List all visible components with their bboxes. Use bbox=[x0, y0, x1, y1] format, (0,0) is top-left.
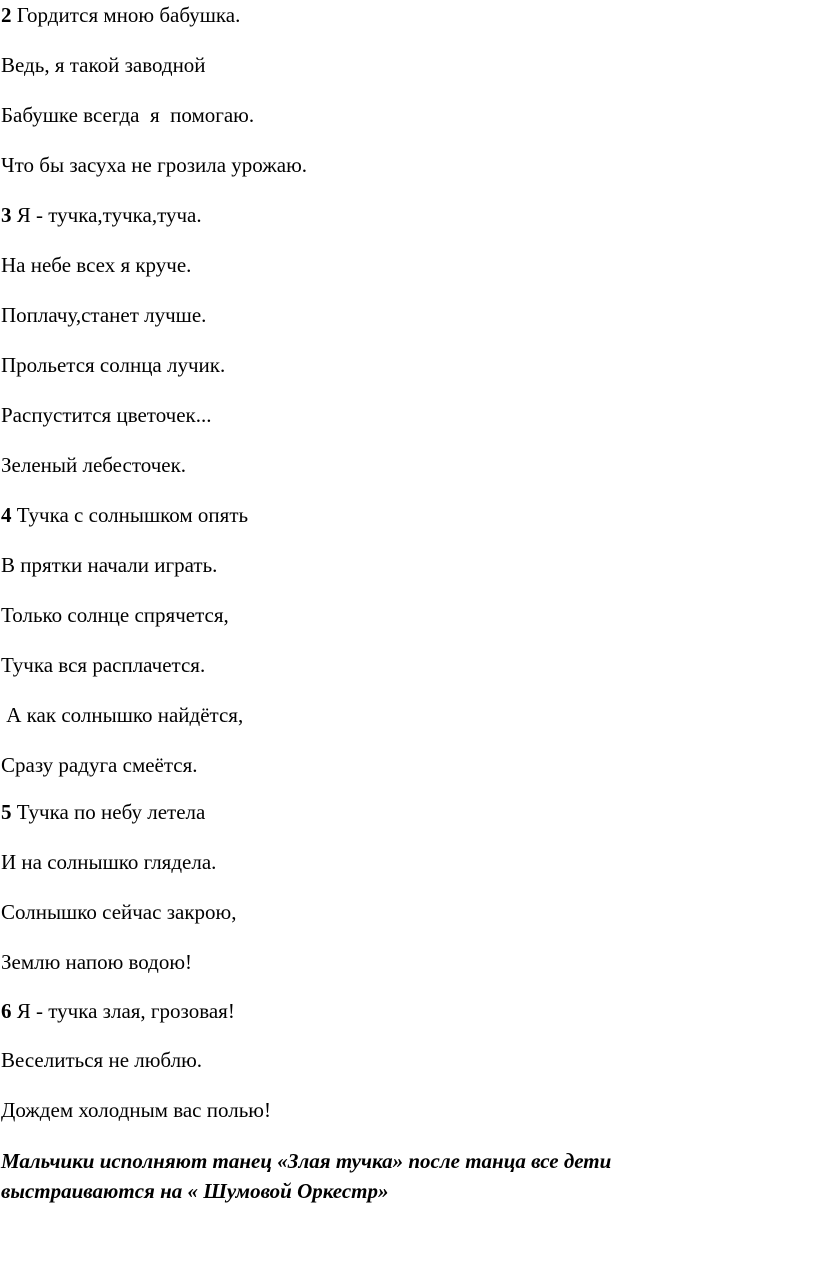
verse-text: И на солнышко глядела. bbox=[1, 850, 217, 874]
verse-text: Тучка вся расплачется. bbox=[1, 653, 206, 677]
verse-text: Сразу радуга смеётся. bbox=[1, 753, 198, 777]
verse-number: 2 bbox=[1, 3, 12, 27]
verse-text: Только солнце спрячется, bbox=[1, 603, 229, 627]
verse-text: Прольется солнца лучик. bbox=[1, 353, 226, 377]
verse-line bbox=[1, 252, 191, 278]
verse-text: На небе всех я круче. bbox=[1, 253, 192, 277]
verse-line bbox=[1, 1097, 271, 1123]
verse-text: Веселиться не люблю. bbox=[1, 1048, 203, 1072]
verse-text: Солнышко сейчас закрою, bbox=[1, 900, 237, 924]
verse-text: Что бы засуха не грозила урожаю. bbox=[1, 153, 308, 177]
verse-line bbox=[1, 702, 243, 728]
verse-text: Я - тучка,тучка,туча. bbox=[11, 203, 202, 227]
verse-line bbox=[1, 998, 235, 1024]
verse-line bbox=[1, 2, 240, 28]
verse-line bbox=[1, 102, 254, 128]
verse-line bbox=[1, 202, 202, 228]
verse-line bbox=[1, 502, 248, 528]
verse-text: Поплачу,станет лучше. bbox=[1, 303, 207, 327]
verse-line bbox=[1, 1047, 202, 1073]
verse-line bbox=[1, 849, 216, 875]
verse-text: Землю напою водою! bbox=[1, 950, 193, 974]
verse-line bbox=[1, 949, 192, 975]
verse-number: 4 bbox=[1, 503, 12, 527]
verse-line bbox=[1, 652, 205, 678]
verse-line bbox=[1, 302, 206, 328]
verse-line bbox=[1, 602, 229, 628]
verse-text: Распустится цветочек... bbox=[1, 403, 212, 427]
verse-text: Бабушке всегда я помогаю. bbox=[1, 103, 255, 127]
verse-line bbox=[1, 52, 206, 78]
verse-line bbox=[1, 452, 186, 478]
verse-line bbox=[1, 352, 225, 378]
verse-number: 3 bbox=[1, 203, 12, 227]
verse-line bbox=[1, 752, 198, 778]
verse-text: Гордится мною бабушка. bbox=[11, 3, 241, 27]
verse-text: Тучка с солнышком опять bbox=[11, 503, 249, 527]
verse-number: 5 bbox=[1, 800, 12, 824]
verse-line bbox=[1, 552, 217, 578]
verse-number: 6 bbox=[1, 999, 12, 1023]
verse-text: Я - тучка злая, грозовая! bbox=[11, 999, 235, 1023]
verse-text: Дождем холодным вас полью! bbox=[1, 1098, 271, 1122]
stage-direction: Мальчики исполняют танец «Злая тучка» после танца все дети выстраиваются на « Шумовой Оркестр» bbox=[1, 1149, 612, 1203]
verse-line bbox=[1, 899, 236, 925]
verse-line bbox=[1, 152, 307, 178]
verse-line bbox=[1, 799, 205, 825]
verse-text: А как солнышко найдётся, bbox=[1, 703, 244, 727]
verse-text: В прятки начали играть. bbox=[1, 553, 218, 577]
verse-text: Ведь, я такой заводной bbox=[1, 53, 206, 77]
verse-text: Тучка по небу летела bbox=[11, 800, 206, 824]
verse-text: Зеленый лебесточек. bbox=[1, 453, 187, 477]
verse-line bbox=[1, 402, 212, 428]
